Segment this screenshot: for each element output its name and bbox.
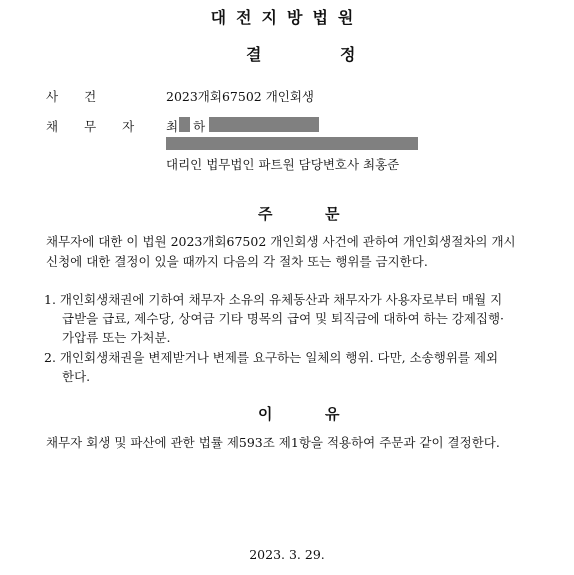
redaction-bar	[166, 137, 418, 150]
order-title-char-2: 문	[325, 205, 340, 223]
document-type-char-1: 결	[246, 45, 262, 64]
case-value: 2023개회67502 개인회생	[166, 89, 314, 104]
order-text-line: 신청에 대한 결정이 있을 때까지 다음의 각 절차 또는 행위를 금지한다.	[46, 254, 428, 269]
order-text-line: 채무자에 대한 이 법원 2023개회67502 개인회생 사건에 관하여 개인회생절차의 개시	[46, 234, 516, 249]
case-label: 사건	[46, 89, 123, 104]
debtor-name-last: 하	[193, 119, 206, 134]
order-title-char-1: 주	[258, 205, 273, 223]
debtor-name-first: 최	[166, 119, 179, 134]
reason-title-char-2: 유	[325, 405, 340, 423]
reason-title-char-1: 이	[258, 405, 273, 423]
court-name: 대전지방법원	[210, 8, 364, 27]
redaction-bar	[209, 117, 319, 132]
order-item-2-line: 2. 개인회생채권을 변제받거나 변제를 요구하는 일체의 행위. 다만, 소송행위를 제외	[44, 350, 499, 365]
order-item-1-line: 급받을 급료, 제수당, 상여금 기타 명목의 급여 및 퇴직금에 대하여 하는 강제집행·	[62, 311, 505, 326]
order-item-1-line: 1. 개인회생채권에 기하여 채무자 소유의 유체동산과 채무자가 사용자로부터 매월 지	[44, 292, 503, 307]
document-type-char-2: 정	[340, 45, 356, 64]
order-item-1-line: 가압류 또는 가처분.	[62, 330, 171, 345]
decision-date: 2023. 3. 29.	[249, 547, 325, 562]
debtor-label: 채무자	[46, 119, 161, 134]
agent-line: 대리인 법무법인 파트원 담당변호사 최홍준	[166, 157, 400, 172]
redaction-bar	[179, 117, 190, 132]
order-item-2-line: 한다.	[62, 369, 91, 384]
reason-text: 채무자 회생 및 파산에 관한 법률 제593조 제1항을 적용하여 주문과 같이 결정한다.	[46, 435, 500, 450]
